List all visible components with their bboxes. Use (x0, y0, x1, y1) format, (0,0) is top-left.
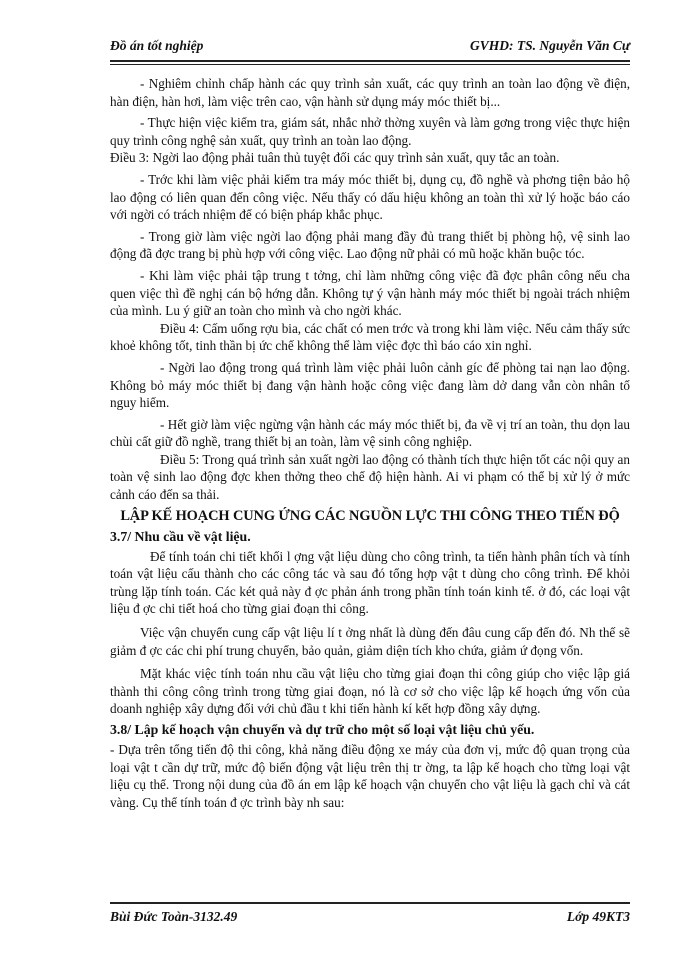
paragraph: Việc vận chuyển cung cấp vật liệu lí t ởng nhất là dùng đến đâu cung cấp đến đó. Nh thế sẽ giảm đ ợc các chi phí trung chuyển, bảo quản, giảm diện tích kho chứa, giảm ứ đọng vốn. (110, 625, 630, 658)
paragraph: Điều 3: Ngời lao động phải tuân thủ tuyệt đối các quy trình sản xuất, quy tắc an toàn. (110, 150, 560, 166)
paragraph: Để tính toán chi tiết khối l ợng vật liệu dùng cho công trình, ta tiến hành phân tích và tính toán vật liệu cấu thành cho các công tác và sau đó tổng hợp vật t dùng cho công trình. Để khỏi trùng lặp tính toán. Các két quả này đ ợc phản ánh trong phần tính toán kinh tế. ở đó, các loại vật liệu đ ợc chi tiết hoá cho từng giai đoạn thi công. (110, 548, 630, 617)
paragraph: Điều 4: Cấm uống rợu bia, các chất có men trớc và trong khi làm việc. Nếu cảm thấy sức khoẻ không tốt, tinh thần bị ức chế không thể làm việc đợc thì báo cáo xin nghỉ. (110, 320, 630, 354)
header-project-title: Đồ án tốt nghiệp (110, 38, 204, 53)
page-header (110, 38, 630, 58)
paragraph: Điều 5: Trong quá trình sản xuất ngời lao động có thành tích thực hiện tốt các nội quy an toàn vệ sinh lao động đợc khen thởng theo chế độ hiện hành. Ai vi phạm có thể bị xử lý ở mức cảnh cáo đến sa thải. (110, 451, 630, 503)
header-supervisor: GVHD: TS. Nguyễn Văn Cự (470, 38, 630, 53)
header-rule-thick (110, 60, 630, 62)
paragraph: - Trớc khi làm việc phải kiểm tra máy móc thiết bị, dụng cụ, đồ nghề và phơng tiện bảo hộ lao động có liên quan đến công việc. Nếu thấy có dấu hiệu không an toàn thì xử lý hoặc báo cáo với ngời có trách nhiệm để có biện pháp khắc phục. (110, 171, 630, 223)
paragraph: - Dựa trên tổng tiến độ thi công, khả năng điều động xe máy của đơn vị, mức độ quan trọng của loại vật t cần dự trữ, mức độ biến động vật liệu trên thị tr ờng, ta lập kế hoạch cho từng loại vật liệu cụ thể. Trong nội dung của đồ án em lập kế hoạch vận chuyển cho vật liệu là gạch chỉ và cát vàng. Cụ thể tính toán đ ợc trình bày nh sau: (110, 742, 630, 810)
paragraph: - Ngời lao động trong quá trình làm việc phải luôn cảnh gíc để phòng tai nạn lao động. Không bỏ máy móc thiết bị đang vận hành hoặc công việc đang làm dở dang vẫn còn nhân tố nguy hiểm. (110, 359, 630, 411)
footer-author: Bùi Đức Toàn-3132.49 (110, 909, 238, 924)
paragraph: - Hết giờ làm việc ngừng vận hành các máy móc thiết bị, đa về vị trí an toàn, thu dọn lau chùi cất giữ đồ nghề, trang thiết bị an toàn, làm vệ sinh công nghiệp. (110, 416, 630, 450)
section-heading-3-8: 3.8/ Lập kế hoạch vận chuyển và dự trữ cho một số loại vật liệu chủ yếu. (110, 722, 535, 737)
page-footer (110, 909, 630, 929)
section-heading-3-7: 3.7/ Nhu cầu về vật liệu. (110, 528, 251, 544)
page-body (110, 75, 630, 811)
footer-rule (110, 902, 630, 904)
footer-class: Lớp 49KT3 (566, 909, 630, 924)
paragraph: - Thực hiện việc kiểm tra, giám sát, nhắc nhở thờng xuyên và làm gơng trong việc thực hiện quy trình công nghệ sản xuất, quy trình an toàn lao động. (110, 115, 630, 148)
paragraph: - Nghiêm chỉnh chấp hành các quy trình sản xuất, các quy trình an toàn lao động về điện, hàn điện, hàn hơi, làm việc trên cao, vận hành sử dụng máy móc thiết bị... (110, 76, 630, 109)
section-title: LẬP KẾ HOẠCH CUNG ỨNG CÁC NGUỒN LỰC THI CÔNG THEO TIẾN ĐỘ (120, 507, 620, 524)
paragraph: - Khi làm việc phải tập trung t tởng, chỉ làm những công việc đã đợc phân công nếu cha quen việc thì đề nghị cán bộ hớng dẫn. Không tự ý vận hành máy móc thiết bị ngoài trách nhiệm của mình. Lu ý giữ an toàn cho mình và cho ngời khác. (110, 267, 630, 319)
paragraph: - Trong giờ làm việc ngời lao động phải mang đầy đủ trang thiết bị phòng hộ, vệ sinh lao động đã đợc trang bị phù hợp với công việc. Lao động nữ phải có mũ hoặc khăn buộc tóc. (110, 228, 630, 262)
header-rule-thin (110, 64, 630, 65)
paragraph: Mặt khác việc tính toán nhu cầu vật liệu cho từng giai đoạn thi công giúp cho việc lập giá thành thi công công trình trong từng giai đoạn, nó là cơ sở cho việc lập kế hoạch ứng vốn của doanh nghiệp xây dựng đối với chủ đầu t khi tiến hành kí kết hợp đồng xây dựng. (110, 666, 630, 717)
